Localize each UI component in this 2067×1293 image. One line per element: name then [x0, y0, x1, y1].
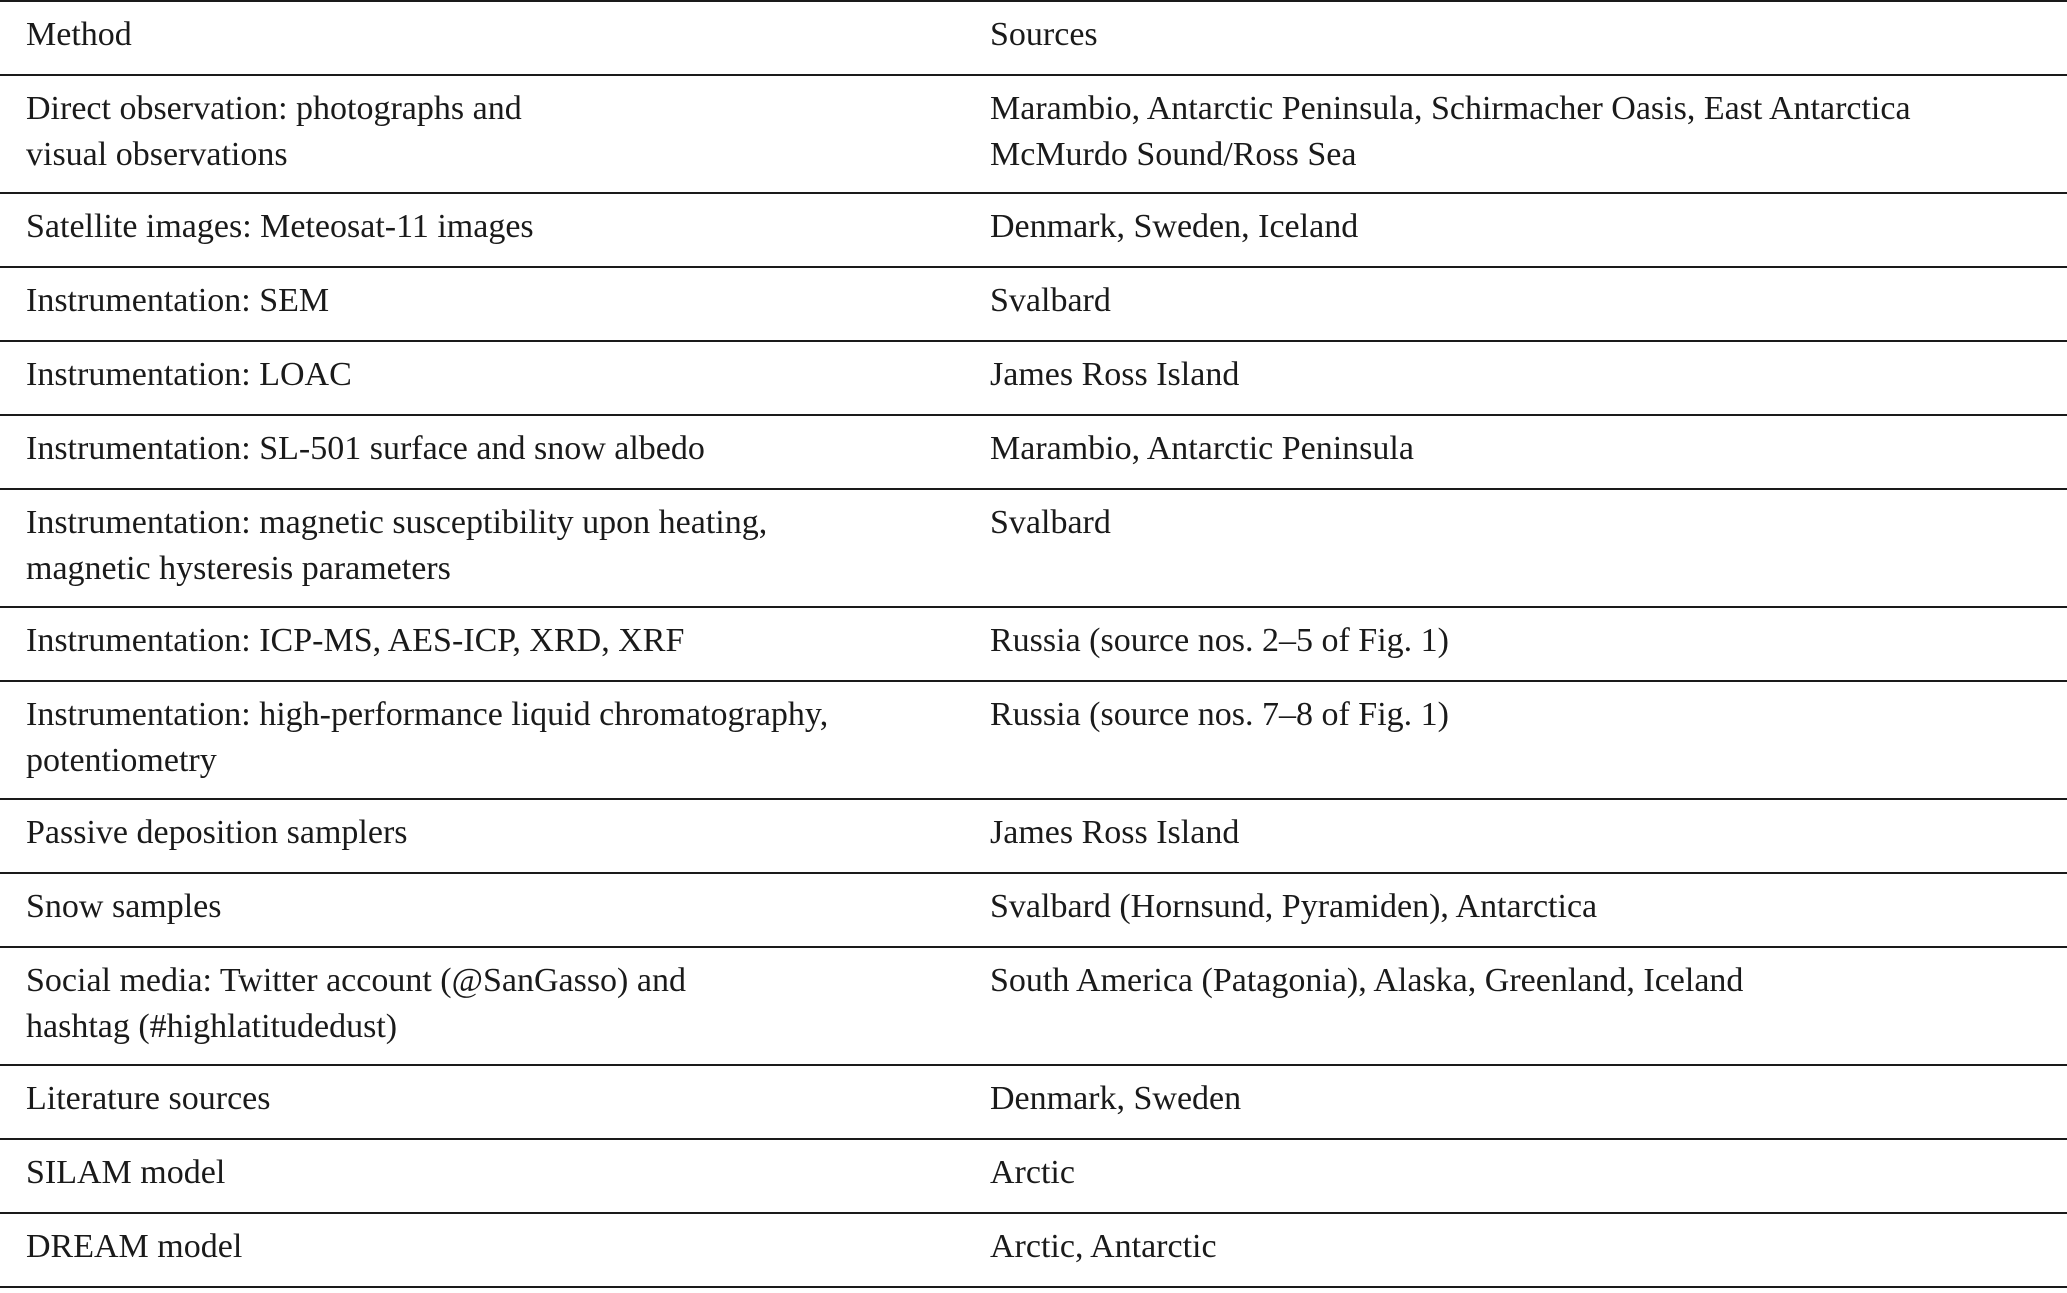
- method-cell: Social media: Twitter account (@SanGasso) and hashtag (#highlatitudedust): [26, 962, 686, 1045]
- sources-cell: James Ross Island: [990, 356, 1240, 393]
- sources-cell: Denmark, Sweden: [990, 1080, 1242, 1117]
- header-row: [0, 1, 2067, 75]
- method-cell: Direct observation: photographs and visual observations: [26, 90, 522, 173]
- table-row: [0, 947, 2067, 1065]
- table-row: [0, 799, 2067, 873]
- method-cell: Passive deposition samplers: [26, 814, 408, 851]
- method-cell: Satellite images: Meteosat-11 images: [26, 208, 534, 245]
- method-cell: Instrumentation: LOAC: [26, 356, 352, 393]
- method-cell: Instrumentation: high-performance liquid chromatography, potentiometry: [26, 696, 829, 779]
- method-cell: Instrumentation: magnetic susceptibility upon heating, magnetic hysteresis parameters: [26, 504, 768, 587]
- table-row: [0, 193, 2067, 267]
- sources-cell: Denmark, Sweden, Iceland: [990, 208, 1359, 245]
- method-cell: Instrumentation: ICP-MS, AES-ICP, XRD, XRF: [26, 622, 685, 659]
- sources-cell: Russia (source nos. 7–8 of Fig. 1): [990, 696, 1449, 733]
- sources-cell: Svalbard: [990, 282, 1111, 319]
- sources-cell: Russia (source nos. 2–5 of Fig. 1): [990, 622, 1449, 659]
- sources-cell: James Ross Island: [990, 814, 1240, 851]
- table-row: [0, 607, 2067, 681]
- sources-cell: Marambio, Antarctic Peninsula, Schirmacher Oasis, East Antarctica McMurdo Sound/Ross Sea: [990, 90, 1911, 173]
- sources-cell: Arctic: [990, 1154, 1075, 1191]
- method-cell: Instrumentation: SEM: [26, 282, 330, 319]
- table-row: [0, 1213, 2067, 1287]
- table-row: [0, 681, 2067, 799]
- table-row: [0, 873, 2067, 947]
- method-cell: DREAM model: [26, 1228, 243, 1265]
- table-row: [0, 341, 2067, 415]
- method-cell: Instrumentation: SL-501 surface and snow albedo: [26, 430, 705, 467]
- table-row: [0, 489, 2067, 607]
- sources-cell: Marambio, Antarctic Peninsula: [990, 430, 1414, 467]
- table-row: [0, 1139, 2067, 1213]
- method-cell: Literature sources: [26, 1080, 271, 1117]
- sources-cell: Svalbard (Hornsund, Pyramiden), Antarctica: [990, 888, 1598, 925]
- sources-cell: South America (Patagonia), Alaska, Greenland, Iceland: [990, 962, 1744, 999]
- column-header-method: Method: [26, 16, 132, 53]
- sources-cell: Arctic, Antarctic: [990, 1228, 1217, 1265]
- method-cell: SILAM model: [26, 1154, 226, 1191]
- table-row: [0, 267, 2067, 341]
- table-row: [0, 415, 2067, 489]
- sources-cell: Svalbard: [990, 504, 1111, 541]
- method-cell: Snow samples: [26, 888, 222, 925]
- table-row: [0, 75, 2067, 193]
- table-row: [0, 1065, 2067, 1139]
- column-header-sources: Sources: [990, 16, 1098, 53]
